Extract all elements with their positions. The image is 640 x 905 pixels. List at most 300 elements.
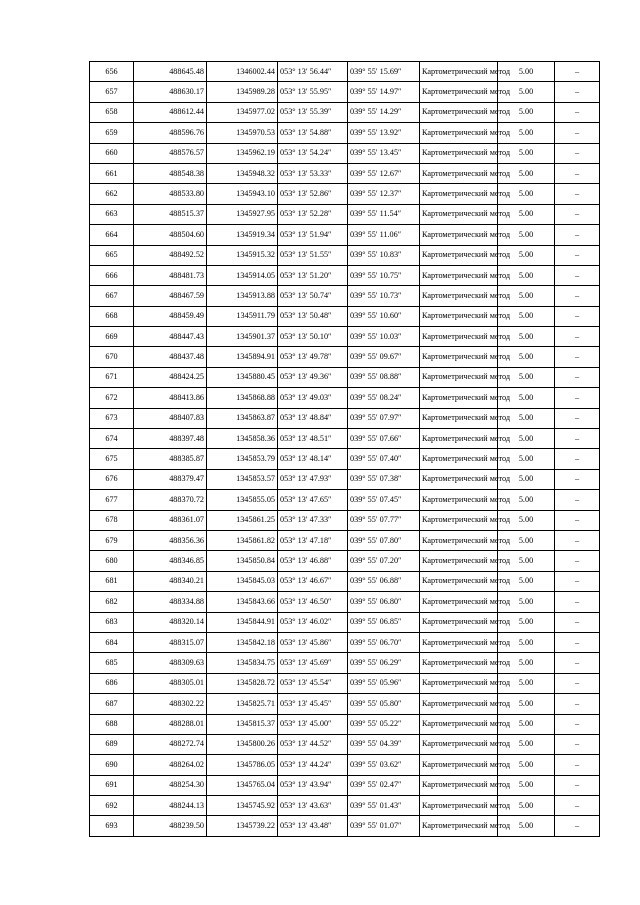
- latitude-cell: 053° 13′ 43.48″: [278, 816, 348, 836]
- x-coordinate-cell: 488612.44: [134, 102, 207, 122]
- y-coordinate-cell: 1345855.05: [207, 490, 278, 510]
- method-cell: Картометрический метод: [420, 143, 498, 163]
- description-cell: –: [555, 469, 600, 489]
- table-row: [90, 62, 600, 82]
- method-cell: Картометрический метод: [420, 551, 498, 571]
- x-coordinate-cell: 488305.01: [134, 673, 207, 693]
- description-cell: –: [555, 714, 600, 734]
- method-cell: Картометрический метод: [420, 225, 498, 245]
- longitude-cell: 039° 55′ 02.47″: [348, 775, 420, 795]
- latitude-cell: 053° 13′ 46.67″: [278, 571, 348, 591]
- latitude-cell: 053° 13′ 47.65″: [278, 490, 348, 510]
- latitude-cell: 053° 13′ 55.39″: [278, 102, 348, 122]
- y-coordinate-cell: 1346002.44: [207, 62, 278, 82]
- x-coordinate-cell: 488385.87: [134, 449, 207, 469]
- table-row: [90, 388, 600, 408]
- x-coordinate-cell: 488548.38: [134, 163, 207, 183]
- method-cell: Картометрический метод: [420, 102, 498, 122]
- accuracy-cell: 5.00: [498, 551, 555, 571]
- accuracy-cell: 5.00: [498, 245, 555, 265]
- y-coordinate-cell: 1345853.57: [207, 469, 278, 489]
- description-cell: –: [555, 82, 600, 102]
- accuracy-cell: 5.00: [498, 592, 555, 612]
- longitude-cell: 039° 55′ 04.39″: [348, 734, 420, 754]
- latitude-cell: 053° 13′ 51.94″: [278, 225, 348, 245]
- latitude-cell: 053° 13′ 55.95″: [278, 82, 348, 102]
- method-cell: Картометрический метод: [420, 673, 498, 693]
- longitude-cell: 039° 55′ 05.80″: [348, 694, 420, 714]
- point-number-cell: 689: [90, 734, 134, 754]
- point-number-cell: 664: [90, 225, 134, 245]
- description-cell: –: [555, 184, 600, 204]
- table-row: [90, 163, 600, 183]
- latitude-cell: 053° 13′ 43.63″: [278, 796, 348, 816]
- method-cell: Картометрический метод: [420, 490, 498, 510]
- description-cell: –: [555, 163, 600, 183]
- accuracy-cell: 5.00: [498, 143, 555, 163]
- table-row: [90, 225, 600, 245]
- accuracy-cell: 5.00: [498, 530, 555, 550]
- y-coordinate-cell: 1345739.22: [207, 816, 278, 836]
- latitude-cell: 053° 13′ 50.10″: [278, 327, 348, 347]
- method-cell: Картометрический метод: [420, 123, 498, 143]
- x-coordinate-cell: 488645.48: [134, 62, 207, 82]
- latitude-cell: 053° 13′ 52.86″: [278, 184, 348, 204]
- y-coordinate-cell: 1345948.32: [207, 163, 278, 183]
- y-coordinate-cell: 1345962.19: [207, 143, 278, 163]
- point-number-cell: 677: [90, 490, 134, 510]
- latitude-cell: 053° 13′ 49.03″: [278, 388, 348, 408]
- y-coordinate-cell: 1345927.95: [207, 204, 278, 224]
- table-row: [90, 755, 600, 775]
- point-number-cell: 656: [90, 62, 134, 82]
- y-coordinate-cell: 1345765.04: [207, 775, 278, 795]
- accuracy-cell: 5.00: [498, 265, 555, 285]
- latitude-cell: 053° 13′ 50.48″: [278, 306, 348, 326]
- y-coordinate-cell: 1345745.92: [207, 796, 278, 816]
- longitude-cell: 039° 55′ 06.29″: [348, 653, 420, 673]
- description-cell: –: [555, 816, 600, 836]
- table-row: [90, 306, 600, 326]
- x-coordinate-cell: 488407.83: [134, 408, 207, 428]
- latitude-cell: 053° 13′ 44.24″: [278, 755, 348, 775]
- description-cell: –: [555, 490, 600, 510]
- latitude-cell: 053° 13′ 47.93″: [278, 469, 348, 489]
- x-coordinate-cell: 488596.76: [134, 123, 207, 143]
- longitude-cell: 039° 55′ 10.60″: [348, 306, 420, 326]
- accuracy-cell: 5.00: [498, 102, 555, 122]
- latitude-cell: 053° 13′ 45.00″: [278, 714, 348, 734]
- accuracy-cell: 5.00: [498, 816, 555, 836]
- longitude-cell: 039° 55′ 11.54″: [348, 204, 420, 224]
- table-row: [90, 571, 600, 591]
- x-coordinate-cell: 488254.30: [134, 775, 207, 795]
- method-cell: Картометрический метод: [420, 184, 498, 204]
- x-coordinate-cell: 488397.48: [134, 429, 207, 449]
- method-cell: Картометрический метод: [420, 530, 498, 550]
- longitude-cell: 039° 55′ 14.97″: [348, 82, 420, 102]
- y-coordinate-cell: 1345914.05: [207, 265, 278, 285]
- accuracy-cell: 5.00: [498, 714, 555, 734]
- point-number-cell: 668: [90, 306, 134, 326]
- table-row: [90, 469, 600, 489]
- y-coordinate-cell: 1345880.45: [207, 367, 278, 387]
- table-row: [90, 184, 600, 204]
- method-cell: Картометрический метод: [420, 796, 498, 816]
- latitude-cell: 053° 13′ 54.88″: [278, 123, 348, 143]
- description-cell: –: [555, 694, 600, 714]
- description-cell: –: [555, 775, 600, 795]
- x-coordinate-cell: 488413.86: [134, 388, 207, 408]
- table-row: [90, 592, 600, 612]
- y-coordinate-cell: 1345800.26: [207, 734, 278, 754]
- longitude-cell: 039° 55′ 01.43″: [348, 796, 420, 816]
- y-coordinate-cell: 1345894.91: [207, 347, 278, 367]
- longitude-cell: 039° 55′ 13.92″: [348, 123, 420, 143]
- accuracy-cell: 5.00: [498, 490, 555, 510]
- description-cell: –: [555, 673, 600, 693]
- method-cell: Картометрический метод: [420, 327, 498, 347]
- longitude-cell: 039° 55′ 14.29″: [348, 102, 420, 122]
- point-number-cell: 686: [90, 673, 134, 693]
- latitude-cell: 053° 13′ 46.02″: [278, 612, 348, 632]
- table-row: [90, 694, 600, 714]
- longitude-cell: 039° 55′ 05.22″: [348, 714, 420, 734]
- description-cell: –: [555, 347, 600, 367]
- method-cell: Картометрический метод: [420, 775, 498, 795]
- point-number-cell: 674: [90, 429, 134, 449]
- point-number-cell: 665: [90, 245, 134, 265]
- x-coordinate-cell: 488467.59: [134, 286, 207, 306]
- table-row: [90, 143, 600, 163]
- accuracy-cell: 5.00: [498, 571, 555, 591]
- table-body: [90, 62, 600, 837]
- table-row: [90, 265, 600, 285]
- x-coordinate-cell: 488356.36: [134, 530, 207, 550]
- table-row: [90, 102, 600, 122]
- accuracy-cell: 5.00: [498, 510, 555, 530]
- longitude-cell: 039° 55′ 07.45″: [348, 490, 420, 510]
- point-number-cell: 692: [90, 796, 134, 816]
- point-number-cell: 663: [90, 204, 134, 224]
- method-cell: Картометрический метод: [420, 449, 498, 469]
- description-cell: –: [555, 449, 600, 469]
- longitude-cell: 039° 55′ 03.62″: [348, 755, 420, 775]
- longitude-cell: 039° 55′ 07.38″: [348, 469, 420, 489]
- method-cell: Картометрический метод: [420, 82, 498, 102]
- longitude-cell: 039° 55′ 05.96″: [348, 673, 420, 693]
- y-coordinate-cell: 1345786.05: [207, 755, 278, 775]
- accuracy-cell: 5.00: [498, 755, 555, 775]
- longitude-cell: 039° 55′ 08.24″: [348, 388, 420, 408]
- longitude-cell: 039° 55′ 06.80″: [348, 592, 420, 612]
- y-coordinate-cell: 1345915.32: [207, 245, 278, 265]
- longitude-cell: 039° 55′ 07.80″: [348, 530, 420, 550]
- longitude-cell: 039° 55′ 09.67″: [348, 347, 420, 367]
- description-cell: –: [555, 734, 600, 754]
- coordinates-table: [89, 61, 600, 837]
- method-cell: Картометрический метод: [420, 286, 498, 306]
- point-number-cell: 687: [90, 694, 134, 714]
- table-row: [90, 632, 600, 652]
- point-number-cell: 672: [90, 388, 134, 408]
- y-coordinate-cell: 1345943.10: [207, 184, 278, 204]
- longitude-cell: 039° 55′ 06.88″: [348, 571, 420, 591]
- method-cell: Картометрический метод: [420, 245, 498, 265]
- latitude-cell: 053° 13′ 45.54″: [278, 673, 348, 693]
- y-coordinate-cell: 1345858.36: [207, 429, 278, 449]
- method-cell: Картометрический метод: [420, 429, 498, 449]
- latitude-cell: 053° 13′ 46.88″: [278, 551, 348, 571]
- method-cell: Картометрический метод: [420, 694, 498, 714]
- table-row: [90, 245, 600, 265]
- x-coordinate-cell: 488239.50: [134, 816, 207, 836]
- y-coordinate-cell: 1345913.88: [207, 286, 278, 306]
- accuracy-cell: 5.00: [498, 62, 555, 82]
- table-row: [90, 490, 600, 510]
- point-number-cell: 678: [90, 510, 134, 530]
- longitude-cell: 039° 55′ 08.88″: [348, 367, 420, 387]
- method-cell: Картометрический метод: [420, 755, 498, 775]
- accuracy-cell: 5.00: [498, 388, 555, 408]
- method-cell: Картометрический метод: [420, 632, 498, 652]
- accuracy-cell: 5.00: [498, 204, 555, 224]
- description-cell: –: [555, 286, 600, 306]
- accuracy-cell: 5.00: [498, 734, 555, 754]
- accuracy-cell: 5.00: [498, 184, 555, 204]
- point-number-cell: 681: [90, 571, 134, 591]
- y-coordinate-cell: 1345853.79: [207, 449, 278, 469]
- table-row: [90, 612, 600, 632]
- point-number-cell: 669: [90, 327, 134, 347]
- method-cell: Картометрический метод: [420, 388, 498, 408]
- latitude-cell: 053° 13′ 47.33″: [278, 510, 348, 530]
- latitude-cell: 053° 13′ 45.45″: [278, 694, 348, 714]
- x-coordinate-cell: 488361.07: [134, 510, 207, 530]
- latitude-cell: 053° 13′ 51.20″: [278, 265, 348, 285]
- method-cell: Картометрический метод: [420, 714, 498, 734]
- point-number-cell: 662: [90, 184, 134, 204]
- point-number-cell: 676: [90, 469, 134, 489]
- point-number-cell: 670: [90, 347, 134, 367]
- point-number-cell: 667: [90, 286, 134, 306]
- method-cell: Картометрический метод: [420, 367, 498, 387]
- x-coordinate-cell: 488370.72: [134, 490, 207, 510]
- longitude-cell: 039° 55′ 11.06″: [348, 225, 420, 245]
- description-cell: –: [555, 102, 600, 122]
- longitude-cell: 039° 55′ 01.07″: [348, 816, 420, 836]
- table-row: [90, 775, 600, 795]
- point-number-cell: 673: [90, 408, 134, 428]
- x-coordinate-cell: 488459.49: [134, 306, 207, 326]
- longitude-cell: 039° 55′ 10.03″: [348, 327, 420, 347]
- point-number-cell: 688: [90, 714, 134, 734]
- description-cell: –: [555, 327, 600, 347]
- description-cell: –: [555, 653, 600, 673]
- longitude-cell: 039° 55′ 12.37″: [348, 184, 420, 204]
- longitude-cell: 039° 55′ 06.70″: [348, 632, 420, 652]
- y-coordinate-cell: 1345834.75: [207, 653, 278, 673]
- table-row: [90, 530, 600, 550]
- point-number-cell: 682: [90, 592, 134, 612]
- accuracy-cell: 5.00: [498, 82, 555, 102]
- x-coordinate-cell: 488533.80: [134, 184, 207, 204]
- description-cell: –: [555, 571, 600, 591]
- latitude-cell: 053° 13′ 56.44″: [278, 62, 348, 82]
- x-coordinate-cell: 488447.43: [134, 327, 207, 347]
- y-coordinate-cell: 1345911.79: [207, 306, 278, 326]
- latitude-cell: 053° 13′ 43.94″: [278, 775, 348, 795]
- point-number-cell: 693: [90, 816, 134, 836]
- table-row: [90, 796, 600, 816]
- table-row: [90, 673, 600, 693]
- table-row: [90, 204, 600, 224]
- table-row: [90, 347, 600, 367]
- y-coordinate-cell: 1345977.02: [207, 102, 278, 122]
- table-row: [90, 327, 600, 347]
- accuracy-cell: 5.00: [498, 367, 555, 387]
- table-row: [90, 816, 600, 836]
- x-coordinate-cell: 488630.17: [134, 82, 207, 102]
- description-cell: –: [555, 245, 600, 265]
- method-cell: Картометрический метод: [420, 204, 498, 224]
- latitude-cell: 053° 13′ 54.24″: [278, 143, 348, 163]
- method-cell: Картометрический метод: [420, 734, 498, 754]
- description-cell: –: [555, 143, 600, 163]
- description-cell: –: [555, 367, 600, 387]
- latitude-cell: 053° 13′ 50.74″: [278, 286, 348, 306]
- x-coordinate-cell: 488315.07: [134, 632, 207, 652]
- method-cell: Картометрический метод: [420, 510, 498, 530]
- table-row: [90, 367, 600, 387]
- x-coordinate-cell: 488244.13: [134, 796, 207, 816]
- accuracy-cell: 5.00: [498, 673, 555, 693]
- x-coordinate-cell: 488346.85: [134, 551, 207, 571]
- point-number-cell: 659: [90, 123, 134, 143]
- description-cell: –: [555, 592, 600, 612]
- latitude-cell: 053° 13′ 47.18″: [278, 530, 348, 550]
- x-coordinate-cell: 488576.57: [134, 143, 207, 163]
- table-row: [90, 714, 600, 734]
- latitude-cell: 053° 13′ 53.33″: [278, 163, 348, 183]
- point-number-cell: 675: [90, 449, 134, 469]
- table-row: [90, 82, 600, 102]
- accuracy-cell: 5.00: [498, 286, 555, 306]
- latitude-cell: 053° 13′ 44.52″: [278, 734, 348, 754]
- point-number-cell: 671: [90, 367, 134, 387]
- y-coordinate-cell: 1345989.28: [207, 82, 278, 102]
- longitude-cell: 039° 55′ 10.83″: [348, 245, 420, 265]
- longitude-cell: 039° 55′ 15.69″: [348, 62, 420, 82]
- description-cell: –: [555, 225, 600, 245]
- point-number-cell: 683: [90, 612, 134, 632]
- method-cell: Картометрический метод: [420, 347, 498, 367]
- table-row: [90, 510, 600, 530]
- latitude-cell: 053° 13′ 52.28″: [278, 204, 348, 224]
- table-row: [90, 123, 600, 143]
- latitude-cell: 053° 13′ 48.14″: [278, 449, 348, 469]
- description-cell: –: [555, 388, 600, 408]
- point-number-cell: 690: [90, 755, 134, 775]
- description-cell: –: [555, 306, 600, 326]
- latitude-cell: 053° 13′ 51.55″: [278, 245, 348, 265]
- y-coordinate-cell: 1345815.37: [207, 714, 278, 734]
- description-cell: –: [555, 796, 600, 816]
- y-coordinate-cell: 1345868.88: [207, 388, 278, 408]
- point-number-cell: 657: [90, 82, 134, 102]
- y-coordinate-cell: 1345850.84: [207, 551, 278, 571]
- description-cell: –: [555, 62, 600, 82]
- description-cell: –: [555, 123, 600, 143]
- x-coordinate-cell: 488340.21: [134, 571, 207, 591]
- latitude-cell: 053° 13′ 48.51″: [278, 429, 348, 449]
- point-number-cell: 691: [90, 775, 134, 795]
- longitude-cell: 039° 55′ 12.67″: [348, 163, 420, 183]
- y-coordinate-cell: 1345901.37: [207, 327, 278, 347]
- method-cell: Картометрический метод: [420, 571, 498, 591]
- longitude-cell: 039° 55′ 07.66″: [348, 429, 420, 449]
- table-row: [90, 734, 600, 754]
- latitude-cell: 053° 13′ 45.69″: [278, 653, 348, 673]
- latitude-cell: 053° 13′ 49.78″: [278, 347, 348, 367]
- accuracy-cell: 5.00: [498, 429, 555, 449]
- latitude-cell: 053° 13′ 49.36″: [278, 367, 348, 387]
- x-coordinate-cell: 488424.25: [134, 367, 207, 387]
- longitude-cell: 039° 55′ 07.97″: [348, 408, 420, 428]
- description-cell: –: [555, 204, 600, 224]
- longitude-cell: 039° 55′ 07.20″: [348, 551, 420, 571]
- description-cell: –: [555, 612, 600, 632]
- latitude-cell: 053° 13′ 46.50″: [278, 592, 348, 612]
- accuracy-cell: 5.00: [498, 306, 555, 326]
- description-cell: –: [555, 408, 600, 428]
- y-coordinate-cell: 1345828.72: [207, 673, 278, 693]
- x-coordinate-cell: 488272.74: [134, 734, 207, 754]
- x-coordinate-cell: 488334.88: [134, 592, 207, 612]
- x-coordinate-cell: 488264.02: [134, 755, 207, 775]
- y-coordinate-cell: 1345970.53: [207, 123, 278, 143]
- point-number-cell: 680: [90, 551, 134, 571]
- latitude-cell: 053° 13′ 48.84″: [278, 408, 348, 428]
- accuracy-cell: 5.00: [498, 347, 555, 367]
- x-coordinate-cell: 488481.73: [134, 265, 207, 285]
- accuracy-cell: 5.00: [498, 796, 555, 816]
- description-cell: –: [555, 429, 600, 449]
- latitude-cell: 053° 13′ 45.86″: [278, 632, 348, 652]
- accuracy-cell: 5.00: [498, 775, 555, 795]
- x-coordinate-cell: 488288.01: [134, 714, 207, 734]
- x-coordinate-cell: 488437.48: [134, 347, 207, 367]
- y-coordinate-cell: 1345863.87: [207, 408, 278, 428]
- method-cell: Картометрический метод: [420, 469, 498, 489]
- y-coordinate-cell: 1345825.71: [207, 694, 278, 714]
- x-coordinate-cell: 488379.47: [134, 469, 207, 489]
- accuracy-cell: 5.00: [498, 449, 555, 469]
- point-number-cell: 661: [90, 163, 134, 183]
- accuracy-cell: 5.00: [498, 327, 555, 347]
- y-coordinate-cell: 1345919.34: [207, 225, 278, 245]
- accuracy-cell: 5.00: [498, 225, 555, 245]
- y-coordinate-cell: 1345861.25: [207, 510, 278, 530]
- method-cell: Картометрический метод: [420, 592, 498, 612]
- accuracy-cell: 5.00: [498, 653, 555, 673]
- y-coordinate-cell: 1345844.91: [207, 612, 278, 632]
- accuracy-cell: 5.00: [498, 632, 555, 652]
- point-number-cell: 660: [90, 143, 134, 163]
- accuracy-cell: 5.00: [498, 163, 555, 183]
- x-coordinate-cell: 488302.22: [134, 694, 207, 714]
- point-number-cell: 658: [90, 102, 134, 122]
